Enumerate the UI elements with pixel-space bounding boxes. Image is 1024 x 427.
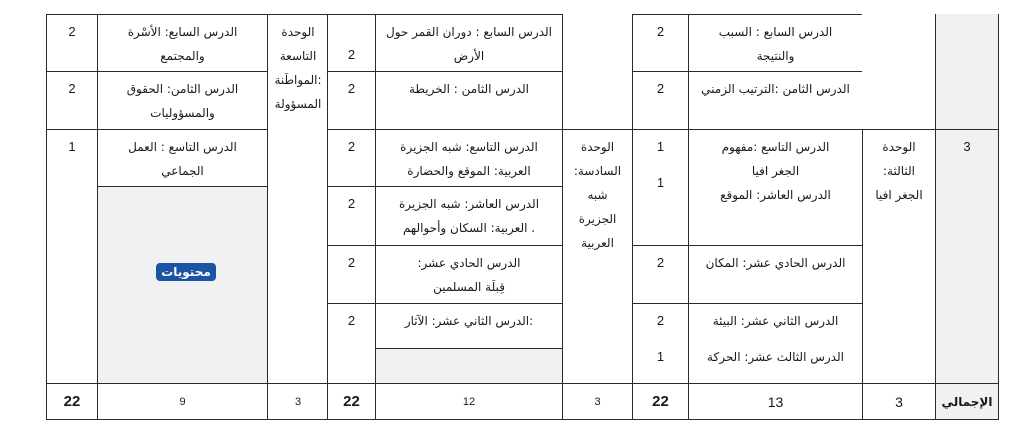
lesson-title-line: الدرس التاسع : العمل — [128, 140, 237, 154]
grade-number: 3 — [963, 139, 971, 154]
lesson-title-cell — [97, 129, 268, 187]
lesson-title-line: الدرس الحادي عشر: المكان — [705, 256, 846, 270]
total-units-cell — [562, 383, 633, 420]
lesson-count: 1 — [656, 349, 665, 364]
lesson-title-line: الدرس الثامن :الترتيب الزمني — [701, 82, 850, 96]
total-lessons-cell — [97, 383, 268, 420]
total-count: 22 — [652, 392, 669, 410]
lesson-count: 2 — [347, 81, 356, 96]
lesson-title-line: الدرس العاشر: شبه الجزيرة — [398, 197, 540, 211]
total-count-cell — [46, 383, 98, 420]
empty-grade-cell — [935, 14, 999, 130]
unit-title-line: السادسة: — [573, 164, 622, 178]
lesson-count: 2 — [347, 47, 356, 62]
lesson-title-line: الأرض — [453, 49, 485, 63]
empty-lesson-cell — [97, 186, 268, 384]
lesson-count-cell — [46, 71, 98, 130]
lesson-title-cell — [97, 14, 268, 72]
lesson-count: 2 — [68, 24, 76, 39]
contents-badge[interactable]: محتويات — [156, 263, 216, 281]
lesson-count: 1 — [656, 139, 665, 154]
lesson-count-cell — [327, 14, 376, 72]
unit-title-line: المسؤولة — [274, 97, 322, 111]
unit-title-line: العربية — [581, 236, 614, 250]
lesson-title-line: الجغر افيا — [751, 164, 800, 178]
lesson-count-cell — [632, 71, 689, 130]
lesson-count: 2 — [347, 255, 356, 270]
total-units: 3 — [594, 395, 601, 408]
lesson-title-line: الدرس الحادي عشر: — [417, 256, 521, 270]
lesson-count-cell — [327, 303, 376, 384]
total-units-cell — [862, 383, 936, 420]
lesson-count-cell — [632, 14, 689, 72]
empty-lesson-cell — [375, 348, 563, 384]
lesson-title-line: الدرس الثامن: الحقوق — [126, 82, 239, 96]
unit-title-line: الوحدة — [580, 140, 615, 154]
total-count-cell — [327, 383, 376, 420]
lesson-count-cell — [632, 303, 689, 384]
lesson-title-line: الدرس العاشر: الموقع — [720, 188, 831, 202]
lesson-title-cell — [97, 71, 268, 130]
unit-title-line: الوحدة — [281, 25, 315, 39]
grade-cell — [935, 129, 999, 384]
unit-cell — [562, 129, 633, 384]
unit-cell — [862, 129, 936, 384]
lesson-title-line: الدرس السابع: الأسْرة — [127, 25, 238, 39]
unit-title-line: الثالثة: — [882, 164, 916, 178]
lesson-title-line: الجماعي — [161, 164, 204, 178]
lesson-title-line: والنتيجة — [756, 49, 795, 63]
lesson-title-line: الدرس الثالث عشر: الحركة — [707, 350, 844, 364]
lesson-title-cell — [688, 245, 863, 304]
lesson-title-cell — [688, 71, 863, 130]
total-lessons: 12 — [462, 395, 476, 408]
unit-title-line: الجزيرة — [578, 212, 617, 226]
lesson-title-cell — [688, 303, 863, 384]
lesson-count-cell — [327, 186, 376, 246]
total-count-cell — [632, 383, 689, 420]
lesson-title-cell — [688, 129, 863, 246]
lesson-title-cell — [375, 303, 563, 349]
total-lessons-cell — [375, 383, 563, 420]
lesson-count: 2 — [347, 196, 356, 211]
lesson-count: 2 — [656, 255, 665, 270]
unit-title-line: الجغر افيا — [875, 188, 923, 202]
lesson-title-cell — [375, 14, 563, 72]
lesson-title-cell — [375, 129, 563, 187]
lesson-title-line: الدرس الثاني عشر: البيئة — [712, 314, 839, 328]
lesson-title-line: الدرس الثامن : الخريطة — [408, 82, 530, 96]
unit-title-line: شبه — [587, 188, 608, 202]
lesson-title-line: قِبلَة المسلمين — [433, 280, 505, 294]
lesson-title-line: الدرس السابع : السبب — [718, 25, 833, 39]
lesson-title-cell — [375, 245, 563, 304]
empty-unit-cell — [562, 14, 633, 130]
lesson-count-cell — [46, 129, 98, 384]
lesson-title-line: الدرس التاسع :مفهوم — [721, 140, 830, 154]
lesson-title-line: والمسؤوليات — [150, 106, 215, 120]
lesson-count: 1 — [656, 175, 665, 190]
lesson-title-line: والمجتمع — [160, 49, 205, 63]
total-count: 22 — [63, 392, 81, 410]
lesson-title-line: الدرس السابع : دوران القمر حول — [386, 25, 552, 39]
lesson-count-cell — [327, 245, 376, 304]
lesson-title-line: العربية: الموقع والحضارة — [407, 164, 531, 178]
unit-title-line: :المواطَنة — [274, 73, 322, 87]
lesson-count-cell — [327, 71, 376, 130]
unit-cell — [267, 14, 329, 384]
total-units-cell — [267, 383, 329, 420]
total-label: الإجمالي — [941, 394, 993, 409]
lesson-count: 2 — [656, 24, 665, 39]
lesson-count-cell — [632, 129, 689, 246]
empty-unit-cell — [862, 14, 936, 130]
total-units: 3 — [895, 393, 903, 410]
lesson-count: 1 — [68, 139, 76, 154]
lesson-title-cell — [375, 71, 563, 130]
total-count: 22 — [343, 392, 360, 410]
lesson-count-cell — [327, 129, 376, 187]
lesson-count: 2 — [347, 313, 356, 328]
lesson-title-line: . العربية: السكان وأحوالهم — [402, 221, 536, 235]
total-lessons: 13 — [767, 393, 784, 410]
total-label-cell — [935, 383, 999, 420]
unit-title-line: الوحدة — [882, 140, 916, 154]
lesson-count: 2 — [656, 313, 665, 328]
lesson-count: 2 — [656, 81, 665, 96]
total-units: 3 — [294, 395, 302, 408]
lesson-count-cell — [46, 14, 98, 72]
lesson-count: 2 — [68, 81, 76, 96]
lesson-count: 2 — [347, 139, 356, 154]
total-lessons: 9 — [179, 395, 186, 408]
unit-title-line: التاسعة — [279, 49, 317, 63]
lesson-count-cell — [632, 245, 689, 304]
lesson-title-cell — [375, 186, 563, 246]
lesson-title-line: الدرس التاسع: شبه الجزيرة — [400, 140, 538, 154]
total-lessons-cell — [688, 383, 863, 420]
lesson-title-cell — [688, 14, 863, 72]
lesson-title-line: :الدرس الثاني عشر: الآثار — [404, 314, 534, 328]
